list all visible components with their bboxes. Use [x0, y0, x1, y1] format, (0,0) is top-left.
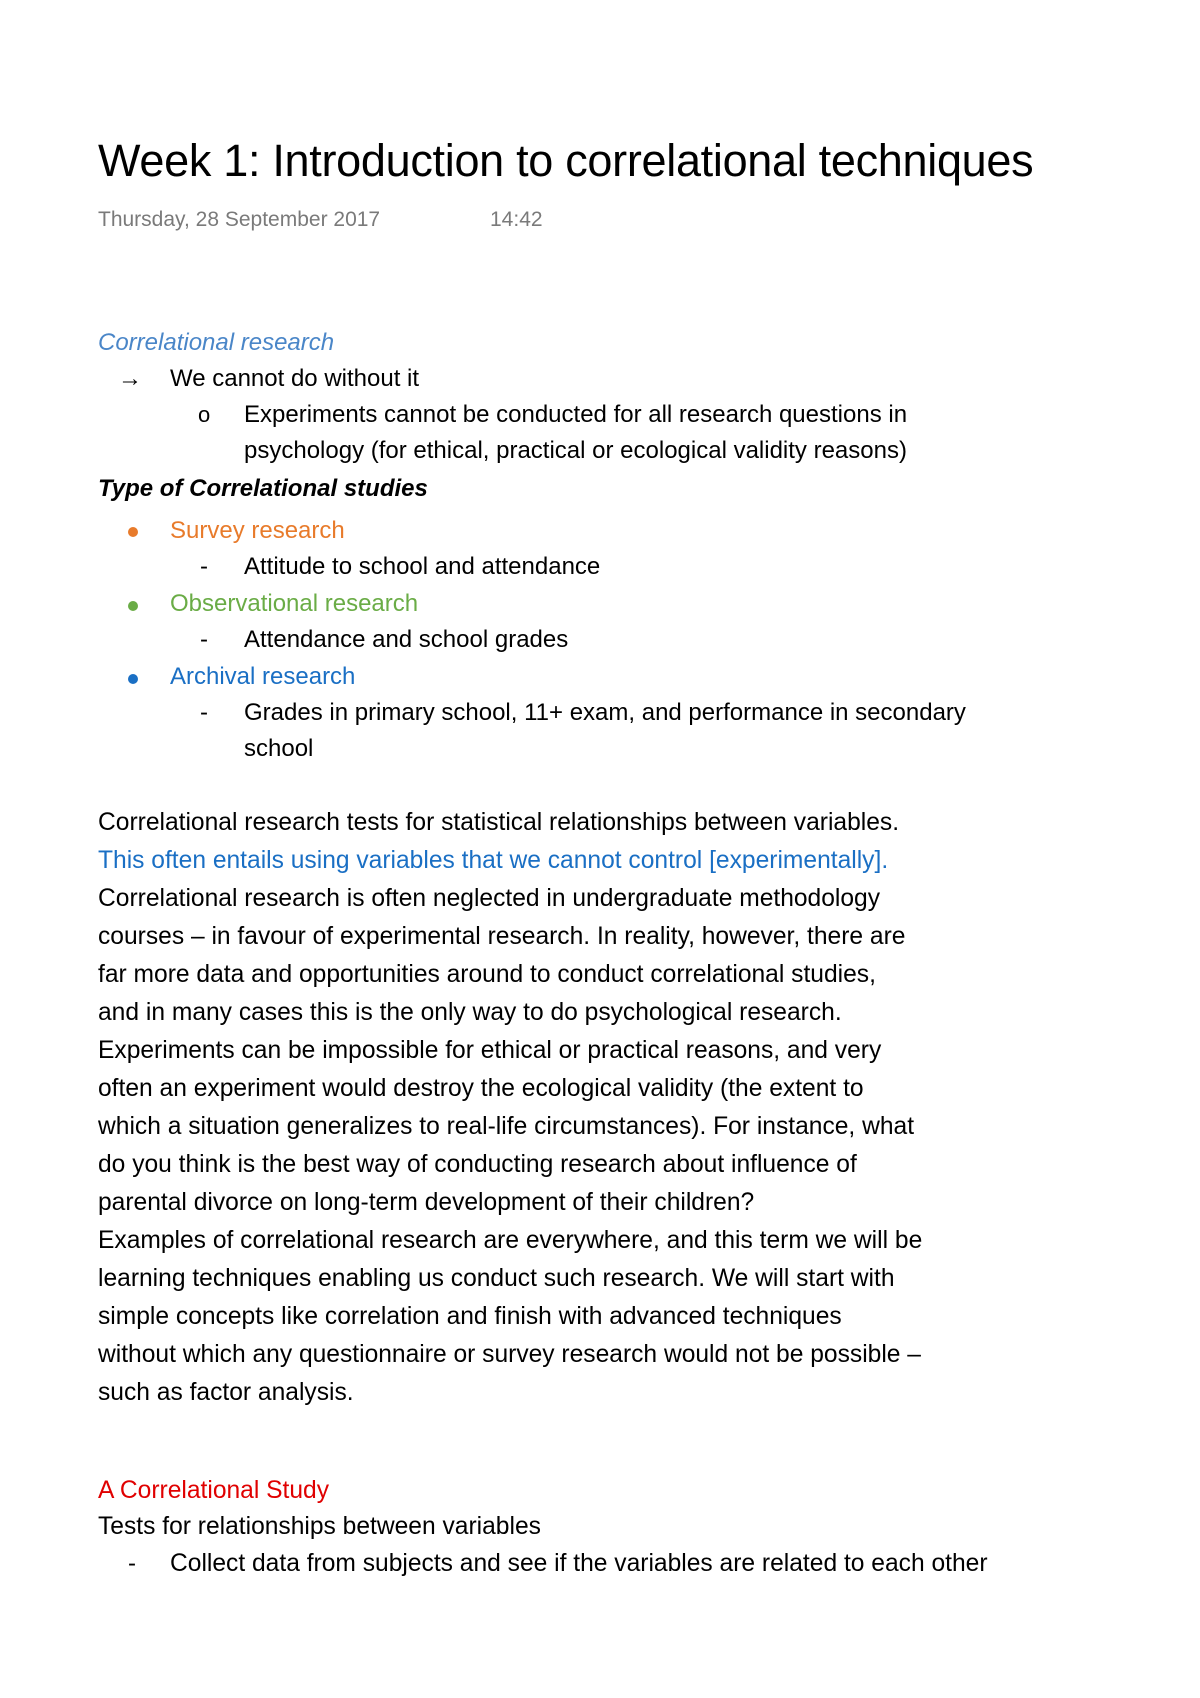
- sub-item-line-1: Experiments cannot be conducted for all research questions in: [244, 401, 908, 428]
- paragraph-line: Correlational research tests for statistical relationships between variables.: [98, 809, 900, 836]
- arrow-item: We cannot do without it: [170, 365, 420, 392]
- paragraph-line: simple concepts like correlation and finish with advanced techniques: [98, 1303, 842, 1330]
- paragraph-line: do you think is the best way of conducting research about influence of: [98, 1151, 857, 1178]
- section-heading-correlational-research: Correlational research: [98, 329, 335, 356]
- dash-bullet-icon: -: [128, 1550, 136, 1577]
- paragraph-line: parental divorce on long-term development of their children?: [98, 1189, 755, 1216]
- paragraph-line-highlight: This often entails using variables that we cannot control [experimentally].: [98, 847, 889, 874]
- paragraph-line: often an experiment would destroy the ecological validity (the extent to: [98, 1075, 864, 1102]
- paragraph-line: courses – in favour of experimental research. In reality, however, there are: [98, 923, 906, 950]
- paragraph-line: which a situation generalizes to real-life circumstances). For instance, what: [98, 1113, 915, 1140]
- arrow-bullet-icon: →: [118, 365, 142, 392]
- section-item: Collect data from subjects and see if the variables are related to each other: [170, 1550, 988, 1577]
- paragraph-line: Experiments can be impossible for ethical or practical reasons, and very: [98, 1037, 882, 1064]
- type-survey-research: Survey research: [170, 517, 345, 544]
- section-heading-correlational-study: A Correlational Study: [98, 1477, 330, 1504]
- type-archival-research: Archival research: [170, 663, 356, 690]
- section-subtitle: Tests for relationships between variables: [98, 1513, 541, 1540]
- blue-bullet-icon: [128, 674, 138, 684]
- types-heading: Type of Correlational studies: [98, 475, 428, 502]
- orange-bullet-icon: [128, 527, 138, 537]
- page-title: Week 1: Introduction to correlational techniques: [98, 135, 1034, 186]
- paragraph-line: learning techniques enabling us conduct such research. We will start with: [98, 1265, 895, 1292]
- dash-bullet-icon: -: [200, 626, 208, 653]
- page-time: 14:42: [490, 208, 543, 231]
- type-observational-detail: Attendance and school grades: [244, 626, 569, 653]
- dash-bullet-icon: -: [200, 699, 208, 726]
- sub-item-line-2: psychology (for ethical, practical or ecological validity reasons): [244, 437, 907, 464]
- page-date: Thursday, 28 September 2017: [98, 208, 381, 231]
- paragraph-line: far more data and opportunities around to conduct correlational studies,: [98, 961, 876, 988]
- paragraph-line: and in many cases this is the only way to do psychological research.: [98, 999, 842, 1026]
- paragraph-line: such as factor analysis.: [98, 1379, 354, 1406]
- paragraph-line: Examples of correlational research are everywhere, and this term we will be: [98, 1227, 923, 1254]
- type-survey-detail: Attitude to school and attendance: [244, 553, 601, 580]
- hollow-bullet-icon: o: [198, 402, 211, 427]
- type-archival-detail-line-2: school: [244, 735, 314, 762]
- type-archival-detail-line-1: Grades in primary school, 11+ exam, and performance in secondary: [244, 699, 966, 726]
- paragraph-line: without which any questionnaire or survey research would not be possible –: [98, 1341, 921, 1368]
- paragraph-line: Correlational research is often neglected in undergraduate methodology: [98, 885, 881, 912]
- type-observational-research: Observational research: [170, 590, 419, 617]
- green-bullet-icon: [128, 601, 138, 611]
- dash-bullet-icon: -: [200, 553, 208, 580]
- body-paragraph: [98, 804, 922, 1412]
